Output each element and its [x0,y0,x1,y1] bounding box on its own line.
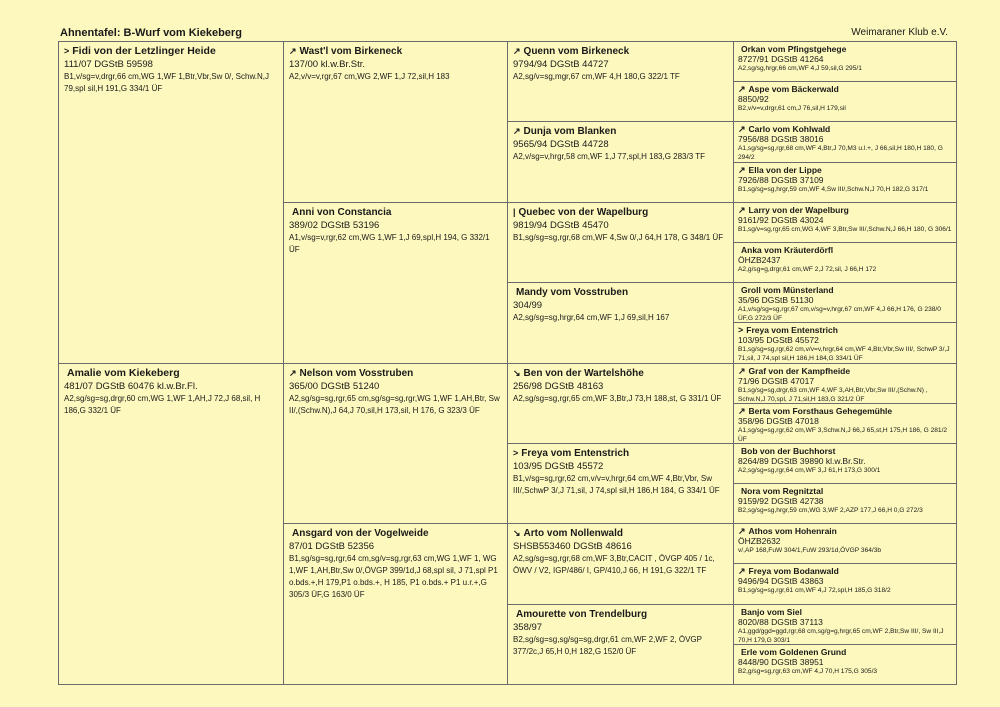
mark-glyph: ↗ [738,406,746,416]
dog-name [738,245,952,255]
dog-card-col4-4 [733,202,957,243]
dog-card-col3-2 [507,202,734,283]
dog-details: B1,sg/sg=sg,rgr,64 cm,sg/v=sg,rgr,63 cm,WG 1,WF 1, WG 1,WF 1,AH,Btr,Sw 0/,ÖVGP 399/1d,J 68,spl sil, J 71,spl P1 o.bds.+,H 179,P1 o.bds.+, H 185, P1 o.bds.+ P1 u.r.+,G 305/3 ÜF,G 163/0 ÜF [289,554,498,599]
dog-name-text: Erle vom Goldenen Grund [741,647,847,657]
dog-name [738,325,952,335]
club-name: Weimaraner Klub e.V. [851,27,948,38]
dog-details: B1,sg/v=sg,rgr,65 cm,WG 4,WF 3,Btr,Sw III/,Schw.N,J 66,H 180, G 306/1 [738,226,952,233]
dog-name-text: Freya vom Entenstrich [746,325,838,335]
dog-name-text: Nora vom Regnitztal [741,486,824,496]
dog-card-col4-14 [733,604,957,645]
dog-details: B2,sg/sg=sg,hrgr,59 cm,WG 3,WF 2,AZP 177,J 66,H 0,G 272/3 [738,507,923,514]
dog-name-text: Dunja vom Blanken [523,126,617,137]
dog-card-col4-13 [733,563,957,605]
mark-glyph: ↗ [738,566,746,576]
pedigree-grid [58,41,956,684]
dog-name-text: Graf von der Kampfheide [748,366,851,376]
dog-details: B1,v/sg=v,drgr,66 cm,WG 1,WF 1,Btr,Vbr,Sw 0/, Schw.N,J 79,spl sil,H 191,G 334/1 ÜF [64,72,270,93]
mark-glyph: ↗ [289,368,297,378]
registration-number: SHSB553460 DGStB 48616 [513,541,632,552]
dog-card-col3-7 [507,604,734,685]
dog-name-text: Berta vom Forsthaus Gehegemühle [748,406,893,416]
dog-name [738,205,952,215]
dog-name [513,447,728,460]
dog-details: A2,sg/sg=sg,rgr,65 cm,sg/sg=sg,rgr,WG 1,WF 1,AH,Btr, Sw II/,(Schw.N),J 64,J 70,sil,H 173,sil, H 176, G 323/3 ÜF [289,394,500,415]
registration-number: 8264/89 DGStB 39890 kl.w.Br.Str. [738,456,866,466]
registration-number: 9819/94 DGStB 45470 [513,220,609,231]
dog-name-text: Ansgard von der Vogelweide [292,528,429,539]
mark-glyph: ↗ [513,46,521,56]
dog-name [513,125,728,138]
mark-glyph: ↗ [738,205,746,215]
registration-number: 358/97 [513,622,543,633]
dog-details: B1,sg/sg=sg,rgr,68 cm,WF 4,Sw 0/,J 64,H 178, G 348/1 ÜF [513,233,724,242]
dog-name-text: Ben von der Wartelshöhe [523,368,644,379]
dog-details: A2,v/sg=v,hrgr,58 cm,WF 1,J 77,spl,H 183,G 283/3 TF [513,152,706,161]
dog-name-text: Orkan vom Pfingstgehege [741,44,847,54]
dog-name-text: Wast'l vom Birkeneck [299,46,403,57]
dog-name [738,526,952,536]
dog-details: A2,sg/sg=sg,rgr,65 cm,WF 3,Btr,J 73,H 188,st, G 331/1 ÜF [513,394,722,403]
dog-details: B1,sg/sg=sg,drgr,63 cm,WF 4,WF 3,AH,Btr,Vbr,Sw III/,(Schw.N) , Schw.N,J 70,spl, J 71,sil,H 183,G 321/2 ÜF [738,387,928,403]
dog-name [738,406,952,416]
mark-glyph: ↘ [513,368,521,378]
mark-glyph: ↗ [513,126,521,136]
registration-number: 9159/92 DGStB 42738 [738,496,824,506]
dog-name [513,367,728,380]
mark-glyph: ↗ [738,526,746,536]
dog-details: B1,sg/sg=sg,hrgr,59 cm,WF 4,Sw III/,Schw.N,J 70,H 182,G 317/1 [738,186,929,193]
registration-number: ÖHZB2437 [738,255,781,265]
dog-details: v/,AP 168,FuW 304/1,FuW 293/1d,ÖVGP 364/3b [738,547,882,554]
dog-name-text: Ella von der Lippe [748,165,822,175]
mark-glyph: ↗ [738,124,746,134]
mark-glyph: > [64,46,70,56]
dog-details: B2,v/v=v,drgr,61 cm,J 76,sil,H 179,sil [738,105,846,112]
registration-number: 389/02 DGStB 53196 [289,220,380,231]
registration-number: 8727/91 DGStB 41264 [738,54,824,64]
dog-name [738,486,952,496]
dog-card-col2-1 [283,202,508,364]
dog-details: A2,sg/v=sg,mgr,67 cm,WF 4,H 180,G 322/1 TF [513,72,680,81]
dog-name [738,44,952,54]
dog-name [513,608,728,621]
dog-name [289,527,502,540]
dog-details: A2,g/sg=g,drgr,61 cm,WF 2,J 72,sil, J 66,H 172 [738,266,877,273]
dog-name [64,367,278,380]
page-title: Ahnentafel: B-Wurf vom Kiekeberg [60,27,242,39]
dog-card-col4-15 [733,644,957,685]
dog-name-text: Larry von der Wapelburg [748,205,849,215]
dog-name-text: Nelson vom Vosstruben [299,368,414,379]
dog-card-col4-7 [733,322,957,364]
mark-glyph: | [513,207,516,217]
dog-card-col2-0 [283,41,508,203]
dog-name [513,45,728,58]
mark-glyph: ↗ [738,165,746,175]
dog-name-text: Amourette von Trendelburg [516,609,648,620]
dog-details: A2,sg/sg=sg,hrgr,64 cm,WF 1,J 69,sil,H 167 [513,313,670,322]
dog-card-col3-4 [507,363,734,444]
dog-name-text: Freya vom Bodanwald [748,566,839,576]
dog-name [289,367,502,380]
registration-number: 9794/94 DGStB 44727 [513,59,609,70]
registration-number: 7956/88 DGStB 38016 [738,134,824,144]
dog-details: B1,sg/sg=sg,rgr,61 cm,WF 4,J 72,spl,H 185,G 318/2 [738,587,891,594]
dog-details: A1,sg/sg=sg,rgr,62 cm,WF 3,Schw.N,J 66,J 65,st,H 175,H 186, G 281/2 ÜF [738,427,948,443]
dog-name-text: Amalie vom Kiekeberg [67,367,180,379]
dog-name [738,165,952,175]
registration-number: 256/98 DGStB 48163 [513,381,604,392]
dog-name-text: Fidi von der Letzlinger Heide [72,45,216,57]
dog-name [738,607,952,617]
registration-number: 103/95 DGStB 45572 [513,461,604,472]
dog-details: B1,v/sg=sg,rgr,62 cm,v/v=v,hrgr,64 cm,WF 4,Btr,Vbr, Sw III/,SchwP 3/,J 71,sil, J 74,spl sil,H 186,H 184, G 334/1 ÜF [513,474,720,495]
registration-number: 8448/90 DGStB 38951 [738,657,824,667]
dog-card-col4-5 [733,242,957,283]
dog-name-text: Athos vom Hohenrain [748,526,837,536]
dog-name [738,647,952,657]
dog-name [513,286,728,299]
dog-details: A1,sg/sg=sg,rgr,68 cm,WF 4,Btr,J 70,M3 u.l.+, J 66,sil,H 180,H 180, G 294/2 [738,145,943,161]
dog-details: A2,sg/sg=sg,drgr,60 cm,WG 1,WF 1,AH,J 72,J 68,sil, H 186,G 332/1 ÜF [64,394,261,415]
dog-details: B1,sg/sg=sg,rgr,62 cm,v/v=v,hrgr,64 cm,WF 4,Btr,Vbr,Sw III/, SchwP 3/,J 71,sil, J 74,spl sil,H 186,H 184,G 334/1 ÜF [738,346,950,362]
dog-card-col3-6 [507,523,734,605]
registration-number: 111/07 DGStB 59598 [64,59,153,70]
dog-name [513,527,728,540]
dog-name [738,366,952,376]
registration-number: 9161/92 DGStB 43024 [738,215,824,225]
dog-name-text: Banjo vom Siel [741,607,802,617]
registration-number: 7926/88 DGStB 37109 [738,175,824,185]
dog-card-col2-2 [283,363,508,524]
dog-card-col4-3 [733,162,957,203]
dog-card-col4-9 [733,403,957,444]
dog-name [64,45,278,58]
registration-number: 35/96 DGStB 51130 [738,295,814,305]
dog-card-col4-12 [733,523,957,564]
registration-number: 103/95 DGStB 45572 [738,335,819,345]
mark-glyph: ↘ [513,528,521,538]
dog-name [513,206,728,219]
dog-details: B2,sg/sg=sg,sg/sg=sg,drgr,61 cm,WF 2,WF 2, ÖVGP 377/2c,J 65,H 0,H 182,G 152/0 ÜF [513,635,702,656]
dog-name [738,124,952,134]
mark-glyph: > [738,325,744,335]
dog-name-text: Anni von Constancia [292,207,392,218]
registration-number: 87/01 DGStB 52356 [289,541,375,552]
mark-glyph: ↗ [289,46,297,56]
registration-number: 9496/94 DGStB 43863 [738,576,824,586]
dog-name [738,285,952,295]
dog-details: A2,sg/sg=sg,rgr,68 cm,WF 3,Btr,CACIT , ÖVGP 405 / 1c, ÖWV / V2, IGP/486/ I, GP/410,J 66, H 191,G 322/1 TF [513,554,715,575]
dog-card-col3-0 [507,41,734,122]
dog-name [289,206,502,219]
registration-number: 481/07 DGStB 60476 kl.w.Br.Fl. [64,381,198,392]
dog-card-col3-1 [507,121,734,203]
dog-name-text: Quebec von der Wapelburg [518,207,649,218]
registration-number: 8020/88 DGStB 37113 [738,617,823,627]
registration-number: 304/99 [513,300,543,311]
dog-card-col1-1 [58,363,284,685]
dog-name-text: Arto vom Nollenwald [523,528,623,539]
dog-card-col4-11 [733,483,957,524]
dog-name-text: Aspe vom Bäckerwald [748,84,839,94]
mark-glyph: ↗ [738,84,746,94]
dog-details: A1,v/sg/sg=sg,rgr,67 cm,v/sg=v,hrgr,67 cm,WF 4,J 66,H 176, G 238/0 ÜF,G 272/3 ÜF [738,306,941,322]
dog-name-text: Carlo vom Kohlwald [748,124,831,134]
dog-card-col4-10 [733,443,957,484]
dog-card-col3-5 [507,443,734,524]
dog-name-text: Freya vom Entenstrich [521,448,630,459]
registration-number: 365/00 DGStB 51240 [289,381,380,392]
dog-details: B2,g/sg=sg,rgr,63 cm,WF 4,J 70,H 175,G 305/3 [738,668,878,675]
dog-card-col4-8 [733,363,957,404]
dog-name-text: Anka vom Kräuterdörfl [741,245,834,255]
dog-name-text: Groll vom Münsterland [741,285,834,295]
registration-number: 9565/94 DGStB 44728 [513,139,609,150]
registration-number: 137/00 kl.w.Br.Str. [289,59,366,70]
dog-card-col4-6 [733,282,957,323]
dog-name [289,45,502,58]
dog-details: A2,sg/sg=sg,rgr,64 cm,WF 3,J 61,H 173,G 300/1 [738,467,881,474]
dog-name-text: Bob von der Buchhorst [741,446,836,456]
dog-card-col4-1 [733,81,957,122]
dog-card-col4-0 [733,41,957,82]
dog-card-col4-2 [733,121,957,163]
mark-glyph: > [513,448,519,458]
dog-name-text: Quenn vom Birkeneck [523,46,630,57]
dog-card-col3-3 [507,282,734,364]
mark-glyph: ↗ [738,366,746,376]
dog-details: A1,ggd/ggd=ggd,rgr,68 cm,sg/g=g,hrgr,65 cm,WF 2,Btr,Sw III/, Sw III,J 70,H 179,G 303/1 [738,628,944,644]
dog-details: A2,v/v=v,rgr,67 cm,WG 2,WF 1,J 72,sil,H 183 [289,72,450,81]
registration-number: 8850/92 [738,94,769,104]
dog-details: A1,v/sg=v,rgr,62 cm,WG 1,WF 1,J 69,spl,H 194, G 332/1 ÜF [289,233,490,254]
dog-name [738,84,952,94]
dog-details: A2,sg/sg,hrgr,66 cm,WF 4,J 59,sil,G 295/1 [738,65,862,72]
dog-card-col1-0 [58,41,284,364]
registration-number: ÖHZB2632 [738,536,781,546]
dog-name [738,566,952,576]
dog-card-col2-3 [283,523,508,685]
dog-name-text: Mandy vom Vosstruben [516,287,629,298]
dog-name [738,446,952,456]
registration-number: 71/96 DGStB 47017 [738,376,815,386]
registration-number: 358/96 DGStB 47018 [738,416,819,426]
